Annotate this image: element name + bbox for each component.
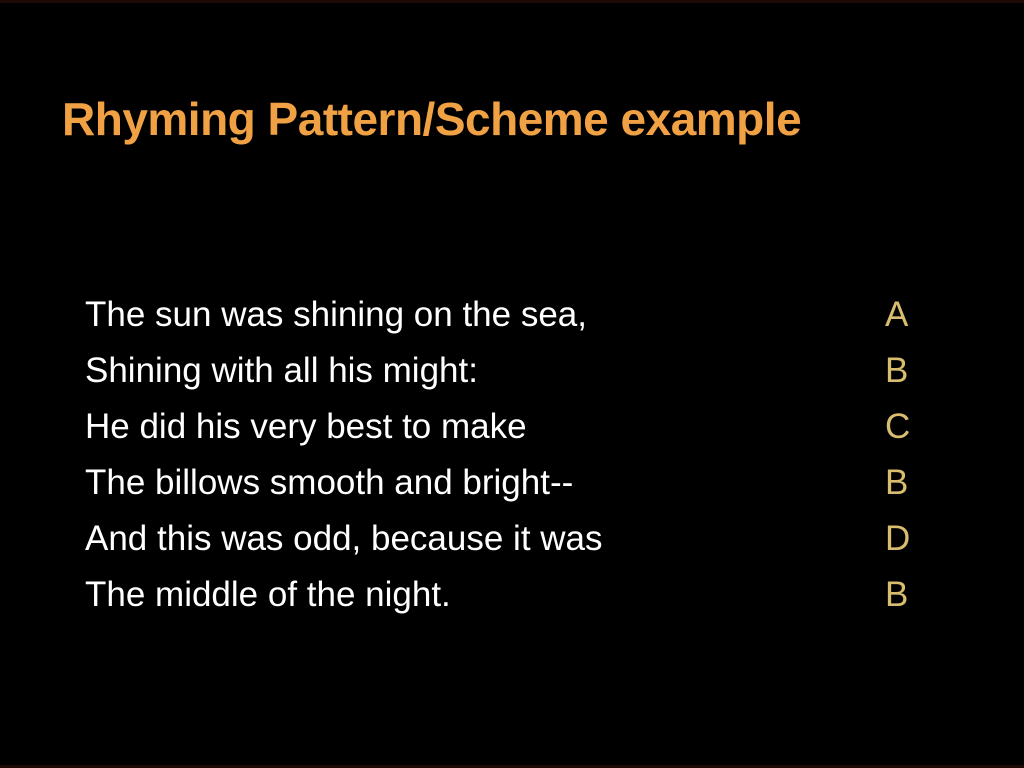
poem-line-text: The middle of the night. [85, 575, 451, 614]
poem-line-row [85, 287, 965, 343]
poem-line-row [85, 455, 965, 511]
rhyme-letter: B [885, 351, 909, 390]
slide-title: Rhyming Pattern/Scheme example [62, 93, 802, 145]
poem-line-row [85, 567, 965, 623]
poem-line-text: Shining with all his might: [85, 351, 478, 390]
rhyme-letter: B [885, 463, 909, 502]
poem-line-row [85, 511, 965, 567]
poem-line-text: The sun was shining on the sea, [85, 295, 587, 334]
poem-line-row [85, 399, 965, 455]
slide-top-border [0, 0, 1024, 3]
poem-block [85, 287, 965, 623]
poem-line-row [85, 343, 965, 399]
poem-line-text: He did his very best to make [85, 407, 527, 446]
poem-line-text: The billows smooth and bright-- [85, 463, 574, 502]
rhyme-letter: A [885, 295, 909, 334]
rhyme-letter: D [885, 519, 911, 558]
rhyme-letter: C [885, 407, 911, 446]
rhyme-letter: B [885, 575, 909, 614]
poem-line-text: And this was odd, because it was [85, 519, 603, 558]
